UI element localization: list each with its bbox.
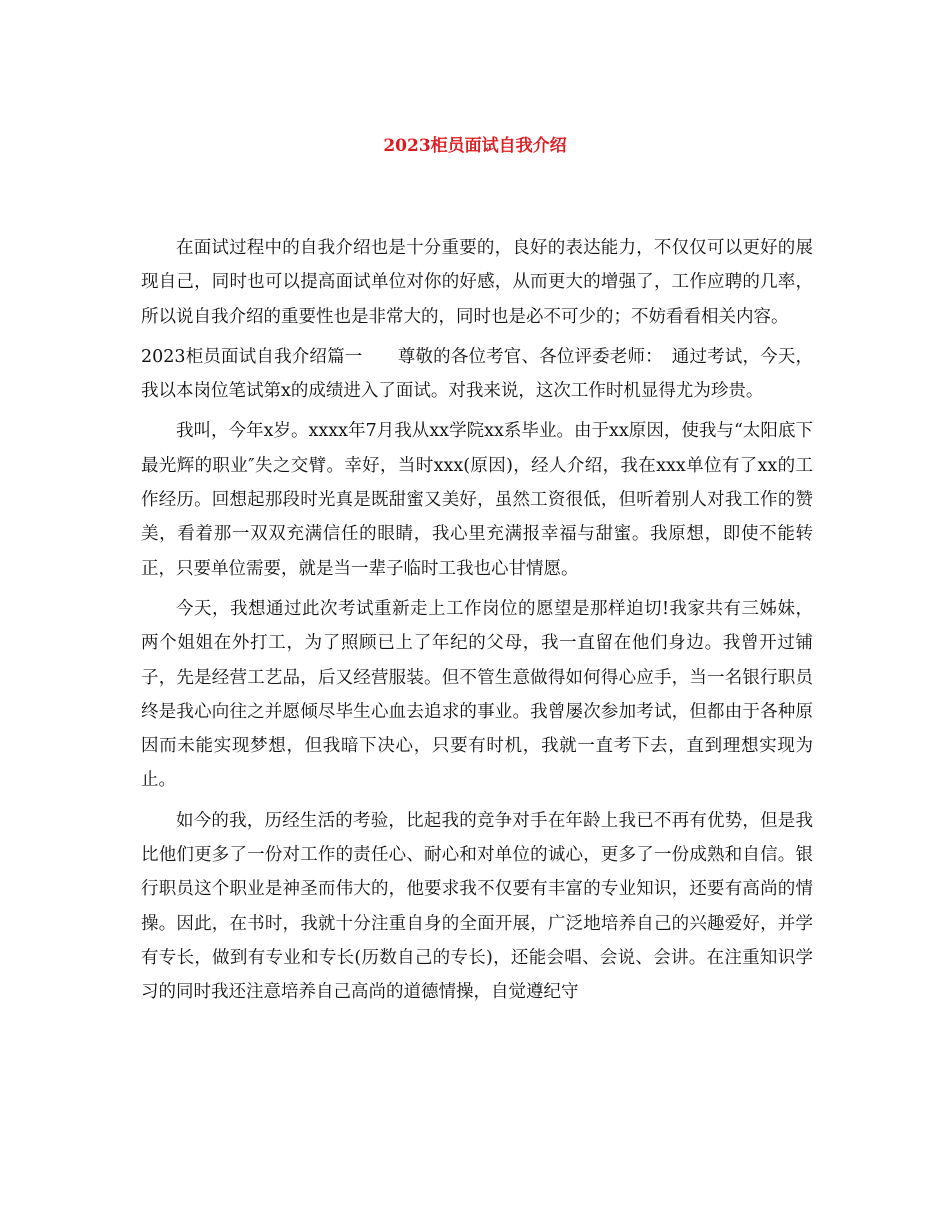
paragraph-body: 如今的我，历经生活的考验，比起我的竞争对手在年龄上我已不再有优势，但是我比他们更多了一份对工作的责任心、耐心和对单位的诚心，更多了一份成熟和自信。银行职员这个职业是神圣而伟大的，他要求我不仅要有丰富的专业知识，还要有高尚的情操。因此，在书时，我就十分注重自身的全面开展，广泛地培养自己的兴趣爱好，并学有专长，做到有专业和专长(历数自己的专长)，还能会唱、会说、会讲。在注重知识学习的同时我还注意培养自己高尚的道德情操，自觉遵纪守 [141, 810, 813, 1003]
paragraph-body: 我叫，今年x岁。xxxx年7月我从xx学院xx系毕业。由于xx原因，使我与“太阳底下最光辉的职业″失之交臂。幸好，当时xxx(原因)，经人介绍，我在xxx单位有了xx的工作经历。回想起那段时光真是既甜蜜又美好，虽然工资很低，但听着别人对我工作的赞美，看着那一双双充满信任的眼睛，我心里充满报幸福与甜蜜。我原想，即使不能转正，只要单位需要，就是当一辈子临时工我也心甘情愿。 [141, 421, 813, 579]
paragraph-intro: 在面试过程中的自我介绍也是十分重要的，良好的表达能力，不仅仅可以更好的展现自己，同时也可以提高面试单位对你的好感，从而更大的增强了，工作应聘的几率，所以说自我介绍的重要性也是非常大的，同时也是必不可少的；不妨看看相关内容。 [141, 238, 813, 327]
paragraph-body: 今天，我想通过此次考试重新走上工作岗位的愿望是那样迫切!我家共有三姊妹，两个姐姐在外打工，为了照顾已上了年纪的父母，我一直留在他们身边。我曾开过铺子，先是经营工艺品，后又经营服装。但不管生意做得如何得心应手，当一名银行职员终是我心向往之并愿倾尽毕生心血去追求的事业。我曾屡次参加考试，但都由于各种原因而未能实现梦想，但我暗下决心，只要有时机，我就一直考下去，直到理想实现为止。 [141, 598, 813, 791]
document-body [141, 231, 813, 1016]
document-title: 2023柜员面试自我介绍 [383, 136, 567, 156]
paragraph-section-heading: 2023柜员面试自我介绍篇一 尊敬的各位考官、各位评委老师： 通过考试，今天，我以本岗位笔试第x的成绩进入了面试。对我来说，这次工作时机显得尤为珍贵。 [141, 346, 813, 402]
